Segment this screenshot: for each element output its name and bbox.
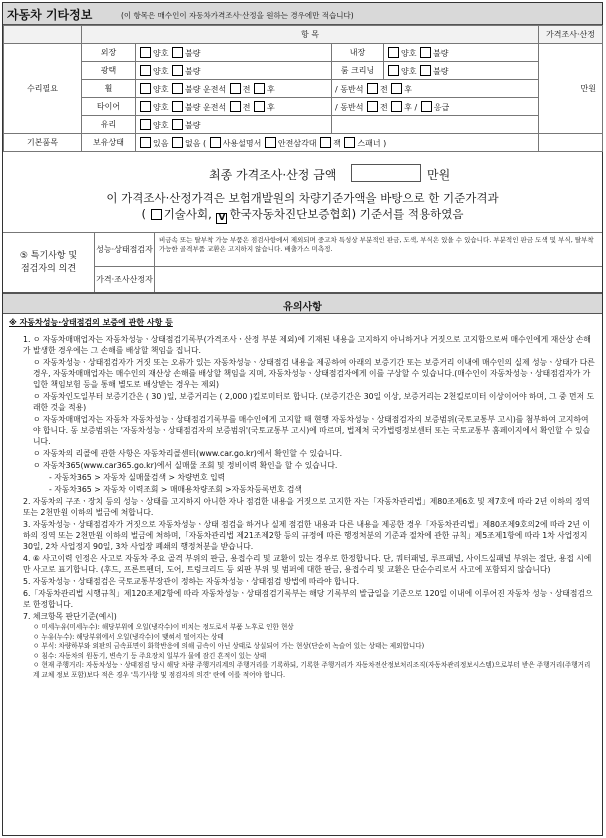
notice-body (3, 314, 602, 836)
checkbox[interactable] (320, 137, 331, 148)
checkbox[interactable] (172, 83, 183, 94)
checkbox[interactable] (140, 65, 151, 76)
price-basis-line1: 이 가격조사·산정가격은 보험개발원의 차량기준가액을 바탕으로 한 기준가격과 (106, 191, 499, 205)
checkbox[interactable] (420, 65, 431, 76)
checkbox[interactable] (151, 209, 162, 220)
exterior-options: 양호 불량 (136, 44, 332, 62)
checkbox[interactable] (367, 83, 378, 94)
criteria-item: ㅇ 침수: 자동차의 원동기, 변속기 등 주요장치 일부가 물에 잠긴 흔적이 있는 상태 (33, 651, 267, 660)
criteria-item: ㅇ 미세누유(미세누수): 해당부위에 오일(냉각수)이 비치는 정도로서 부품 노후로 인한 현상 (33, 623, 294, 631)
checkbox[interactable] (172, 119, 183, 130)
notice-item: - 자동차365 > 자동차 이력조회 > 매매용차량조회 >자동차등록번호 검색 (49, 485, 302, 494)
notice-item: - 자동차365 > 자동차 실매물검색 > 차량번호 입력 (49, 473, 226, 482)
price-unit: 만원 (539, 44, 603, 134)
label-glass: 유리 (82, 116, 136, 134)
label-possession: 보유상태 (82, 134, 136, 152)
basic-label: 기본품목 (4, 134, 82, 152)
checkbox[interactable] (140, 101, 151, 112)
col-price: 가격조사·산정 (539, 26, 603, 44)
checkbox[interactable] (388, 47, 399, 58)
checkbox[interactable] (140, 83, 151, 94)
checkbox[interactable] (391, 101, 402, 112)
checkbox[interactable] (230, 101, 241, 112)
inspector-label: 성능·상태점검자 (95, 233, 155, 266)
checkbox[interactable] (388, 65, 399, 76)
notice-heading: ※ 자동차성능·상태점검의 보증에 관한 사항 등 (9, 318, 173, 327)
checkbox[interactable] (210, 137, 221, 148)
notice-item: ㅇ 자동차매매업자는 자동차 자동차성능ㆍ상태점검기록부를 매수인에게 고지할 때 현행 자동차성능ㆍ상태점검자의 보증범위(국토교통부 고시)를 첨부하여 고지하여야 합니다. 동 보증범위는 '자동차성능ㆍ상태점검자의 보증범위'(국토교통부 고시)에 따르며, 법제처 국가법령정보센터 또는 국토교통부 홈페이지에서 확인할 수 있습니다. (33, 415, 591, 446)
label-wheel: 휠 (82, 80, 136, 98)
opinion-row-inspector (95, 233, 602, 267)
repair-table: 항 목 가격조사·산정 수리필요 외장 양호 불량 내장 양호 불량 만원 광택 양호 불량 룸 크리닝 양호 불량 휠 양호 불량 운전석 전 후 / 동반석 전 후 타이어 양호 불량 운전석 전 후 / 동반석 전 후 / 응급 유리 양호 불량 기본품목 보유상태 있음 없음 ( 사용설명서 안전삼각대 잭 스패너 ) (3, 25, 603, 152)
checkbox[interactable] (172, 137, 183, 148)
checkbox[interactable] (172, 47, 183, 58)
notice-item: ㅇ 자동차인도일부터 보증기간은 ( 30 )일, 보증거리는 ( 2,000 )킬로미터로 합니다. (보증기간은 30일 이상, 보증거리는 2천킬로미터 이상이어야 하며, 그 중 먼저 도래한 것을 적용) (33, 392, 595, 412)
label-tire: 타이어 (82, 98, 136, 116)
notice-item: ㅇ 자동차성능ㆍ상태점검자가 거짓 또는 오류가 있는 자동차성능ㆍ상태점검 내용을 제공하여 아래의 보증기간 또는 보증거리 이내에 매수인의 실제 성능ㆍ상태가 다른 경우, 자동차매매업자는 매수인의 재산상 손해를 배상할 책임을 지며, 자동차성능ㆍ상태점검자에게 이를 구상할 수 있습니다.(매수인이 자동차성능ㆍ상태점검자가 가입한 책임보험 등을 통해 별도로 배상받는 경우는 제외) (33, 358, 595, 389)
label-exterior: 외장 (82, 44, 136, 62)
section-note: (이 항목은 매수인이 자동차가격조사·산정을 원하는 경우에만 적습니다) (121, 11, 354, 20)
opinion-label: ⑤ 특기사항 및 점검자의 의견 (3, 233, 95, 292)
checkbox[interactable] (254, 83, 265, 94)
notice-item: 1. ㅇ 자동차매매업자는 자동차성능ㆍ상태점검기록부(가격조사ㆍ산정 부분 제외)에 기재된 내용을 고지하지 아니하거나 거짓으로 고지함으로써 매수인에게 재산상 손해가 발생한 경우에는 그 손해를 배상할 책임을 집니다. (23, 335, 591, 355)
notice-item: 4. ⑥ 사고이력 인정은 사고로 자동차 주요 골격 부위의 판금, 용접수리 및 교환이 있는 경우로 한정합니다. 단, 쿼터패널, 루프패널, 사이드실패널 부위는 절단, 용접 시에만 사고로 표기합니다. (후드, 프론트펜더, 도어, 트렁크리드 등 외판 부위 및 범퍼에 대한 판금, 용접수리 및 교환은 단순수리로서 사고에 포함되지 않습니다) (23, 554, 592, 574)
criteria-item: ㅇ 누유(누수): 해당부위에서 오일(냉각수)이 맺혀서 떨어지는 상태 (33, 632, 224, 641)
notice-item: 3. 자동차성능ㆍ상태점검자가 거짓으로 자동차성능ㆍ상태 점검을 하거나 실제 점검한 내용과 다른 내용을 제공한 경우「자동차관리법」제80조제9호의2에 따라 2년 이하의 징역 또는 2천만원 이하의 벌금에 처하며,「자동차관리법 제21조제2항 등의 규정에 따른 행정처분의 기준과 절차에 관한 규칙」제5조제1항에 따라 1차 사업정지 30일, 2차 사업정지 90일, 3차 사업장 폐쇄의 행정처분을 받습니다. (23, 520, 591, 551)
appraiser-label: 가격·조사산정자 (95, 267, 155, 292)
vehicle-info-form (2, 2, 603, 836)
notice-item: 7. 체크항목 판단기준(예시) (23, 612, 117, 621)
final-price-label: 최종 가격조사·산정 금액 (209, 168, 337, 182)
checkbox[interactable] (140, 137, 151, 148)
notice-item: 2. 자동차의 구조ㆍ장치 등의 성능ㆍ상태를 고지하지 아니한 자나 점검한 내용을 거짓으로 고지한 자는「자동차관리법」제80조제6호 및 제7호에 따라 2년 이하의 징역 또는 2천만원 이하의 벌금에 처합니다. (23, 497, 590, 517)
checkbox[interactable] (265, 137, 276, 148)
checkbox[interactable] (344, 137, 355, 148)
final-price-input[interactable] (351, 164, 421, 182)
checkbox[interactable] (140, 47, 151, 58)
notice-item: ㅇ 자동차의 리콜에 관한 사항은 자동차리콜센터(www.car.go.kr)에서 확인할 수 있습니다. (33, 449, 343, 458)
checkbox[interactable] (140, 119, 151, 130)
checkbox[interactable] (421, 101, 432, 112)
col-item: 항 목 (82, 26, 539, 44)
notice-item: ㅇ 자동차365(www.car365.go.kr)에서 실매물 조회 및 정비이력 확인을 할 수 있습니다. (33, 461, 338, 470)
opinion-row-appraiser (95, 267, 602, 292)
price-basis-line2: ( 기술사회, V 한국자동차진단보증협회) 기준서를 적용하였음 (141, 207, 464, 223)
checkbox[interactable] (367, 101, 378, 112)
notice-header (3, 293, 602, 314)
final-price-unit: 만원 (427, 168, 451, 182)
repair-label: 수리필요 (4, 44, 82, 134)
checkbox-checked[interactable]: V (216, 213, 227, 224)
section-header (3, 3, 602, 25)
notice-item: 6.「자동차관리법 시행규칙」제120조제2항에 따라 자동차성능ㆍ상태점검기록부는 해당 기록부의 발급일을 기준으로 120일 이내에 이루어진 자동차 성능ㆍ상태점검으로 한정합니다. (23, 589, 593, 609)
opinion-section (3, 233, 602, 293)
basic-items: 있음 없음 ( 사용설명서 안전삼각대 잭 스패너 ) (136, 134, 539, 152)
checkbox[interactable] (172, 65, 183, 76)
checkbox[interactable] (254, 101, 265, 112)
criteria-item: ㅇ 부식: 차량하부와 외판의 금속표면이 화학반응에 의해 금속이 아닌 상태로 상실되어 가는 현상(단순히 녹슬어 있는 상태는 제외합니다) (33, 642, 425, 650)
interior-options: 양호 불량 (384, 44, 539, 62)
criteria-item: ㅇ 현재 주행거리: 자동차성능ㆍ상태점검 당시 해당 차량 주행거리계의 주행거리를 기록하되, 기록한 주행거리가 자동차전산정보처리조직(자동차관리정보시스템)으로부터 받은 주행거리(주행거리계 교체 정보 포함)보다 적은 경우 '특기사항 및 점검자의 의견' 란에 이를 적어야 합니다. (33, 661, 591, 679)
notice-title: 유의사항 (283, 302, 322, 313)
notice-item: 5. 자동차성능ㆍ상태점검은 국토교통부장관이 정하는 자동차성능ㆍ상태점검 방법에 따라야 합니다. (23, 577, 360, 586)
label-gloss: 광택 (82, 62, 136, 80)
label-room: 룸 크리닝 (332, 62, 384, 80)
label-interior: 내장 (332, 44, 384, 62)
section-title: 자동차 기타정보 (7, 8, 93, 22)
checkbox[interactable] (230, 83, 241, 94)
checkbox[interactable] (420, 47, 431, 58)
checkbox[interactable] (172, 101, 183, 112)
inspector-opinion[interactable]: 비금속 또는 탈부착 가능 부품은 점검사항에서 제외되며 중고차 특성상 부분적인 판금, 도색, 부식은 있을 수 있습니다. 부분적인 판금 도색 및 부식, 탈부착 가능한 골격부품 교환은 고지하지 않습니다. 배출가스 미측정. (159, 236, 594, 253)
final-price-section (3, 160, 602, 233)
checkbox[interactable] (391, 83, 402, 94)
